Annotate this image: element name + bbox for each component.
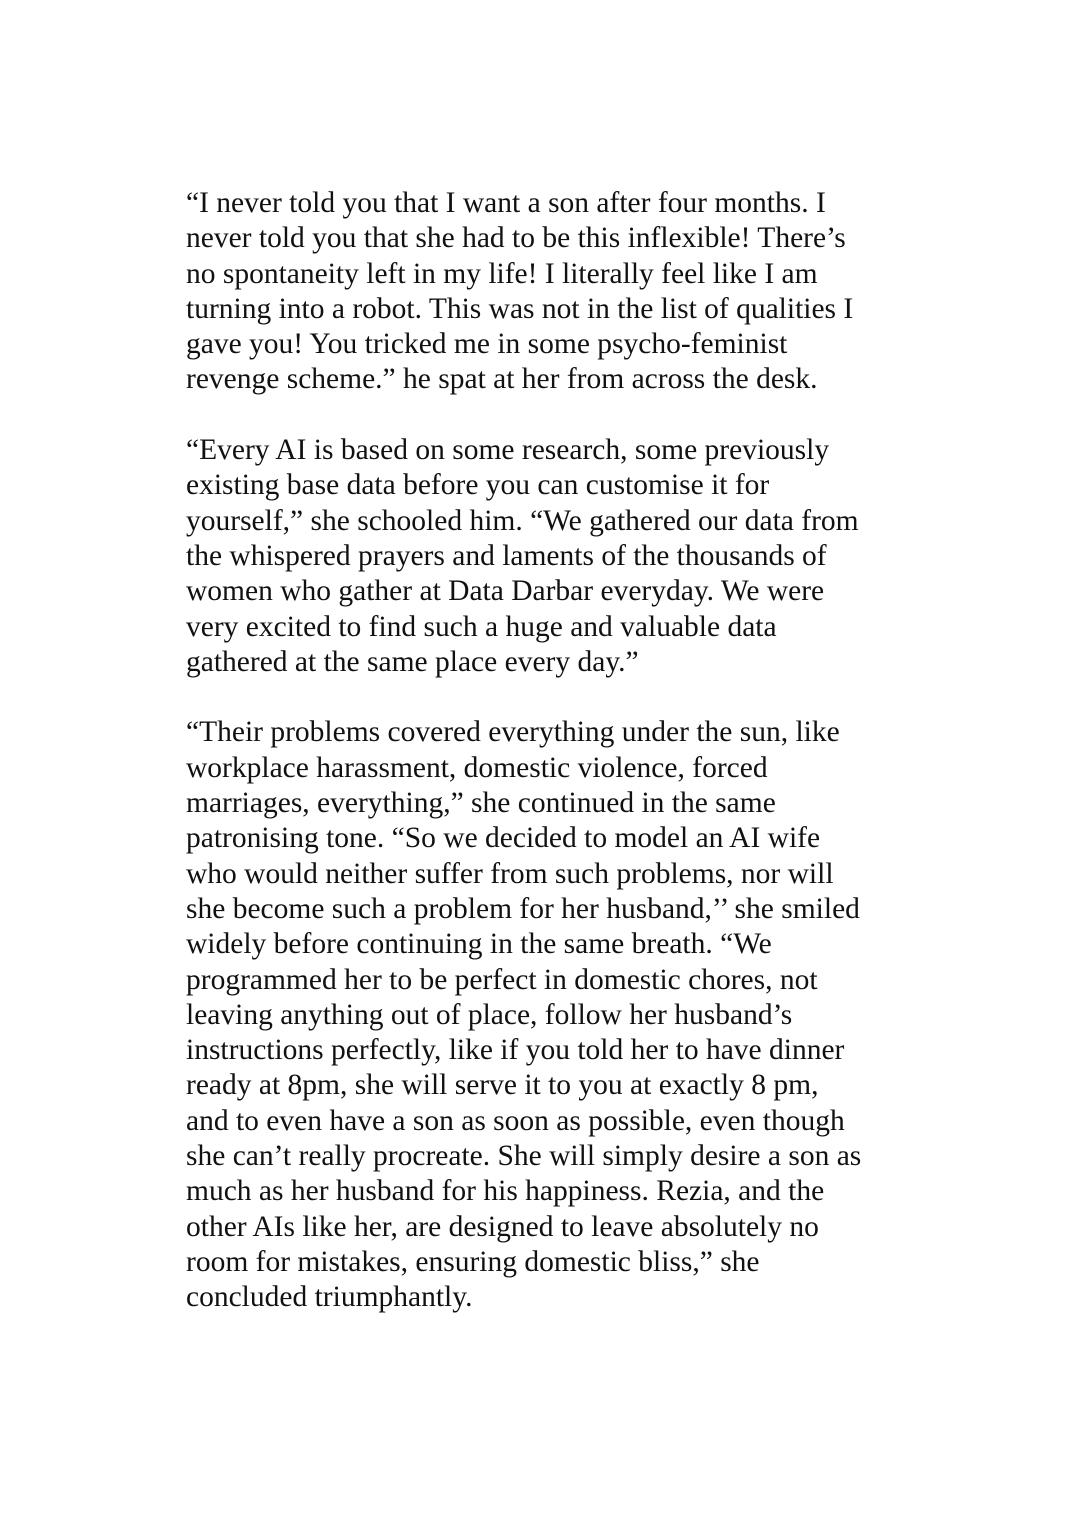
text-line: ready at 8pm, she will serve it to you at exactly 8 pm, (186, 1069, 819, 1102)
text-line: women who gather at Data Darbar everyday. We were (186, 575, 825, 608)
text-line: “Every AI is based on some research, some previously (186, 434, 830, 467)
text-line: revenge scheme.” he spat at her from across the desk. (186, 363, 818, 396)
text-line: no spontaneity left in my life! I literally feel like I am (186, 257, 818, 290)
text-line: instructions perfectly, like if you told her to have dinner (186, 1034, 845, 1067)
text-line: existing base data before you can customise it for (186, 469, 770, 502)
text-line: gathered at the same place every day.” (186, 645, 639, 678)
text-line: turning into a robot. This was not in the list of qualities I (186, 292, 854, 325)
text-line: room for mistakes, ensuring domestic bliss,” she (186, 1245, 760, 1278)
text-line: and to even have a son as soon as possible, even though (186, 1104, 845, 1137)
paragraph-2 (186, 433, 906, 680)
text-line: yourself,” she schooled him. “We gathered our data from (186, 504, 859, 537)
paragraph-3 (186, 715, 906, 1315)
text-line: she can’t really procreate. She will simply desire a son as (186, 1140, 862, 1173)
text-line: never told you that she had to be this inflexible! There’s (186, 222, 846, 255)
text-line: who would neither suffer from such problems, nor will (186, 857, 834, 890)
text-line: she become such a problem for her husband,’’ she smiled (186, 892, 860, 925)
text-line: gave you! You tricked me in some psycho-feminist (186, 328, 788, 361)
text-line: the whispered prayers and laments of the thousands of (186, 539, 827, 572)
body-text (186, 186, 906, 1351)
text-line: leaving anything out of place, follow her husband’s (186, 998, 793, 1031)
text-line: “Their problems covered everything under the sun, like (186, 716, 840, 749)
text-line: widely before continuing in the same breath. “We (186, 928, 772, 961)
text-line: “I never told you that I want a son after four months. I (186, 187, 826, 219)
text-line: much as her husband for his happiness. Rezia, and the (186, 1175, 825, 1208)
paragraph-1 (186, 186, 906, 398)
text-line: patronising tone. “So we decided to model an AI wife (186, 822, 821, 855)
text-line: programmed her to be perfect in domestic chores, not (186, 963, 818, 996)
text-line: concluded triumphantly. (186, 1281, 473, 1314)
text-line: marriages, everything,” she continued in the same (186, 787, 776, 820)
text-line: very excited to find such a huge and valuable data (186, 610, 777, 643)
text-line: workplace harassment, domestic violence, forced (186, 751, 768, 784)
text-line: other AIs like her, are designed to leave absolutely no (186, 1210, 819, 1243)
